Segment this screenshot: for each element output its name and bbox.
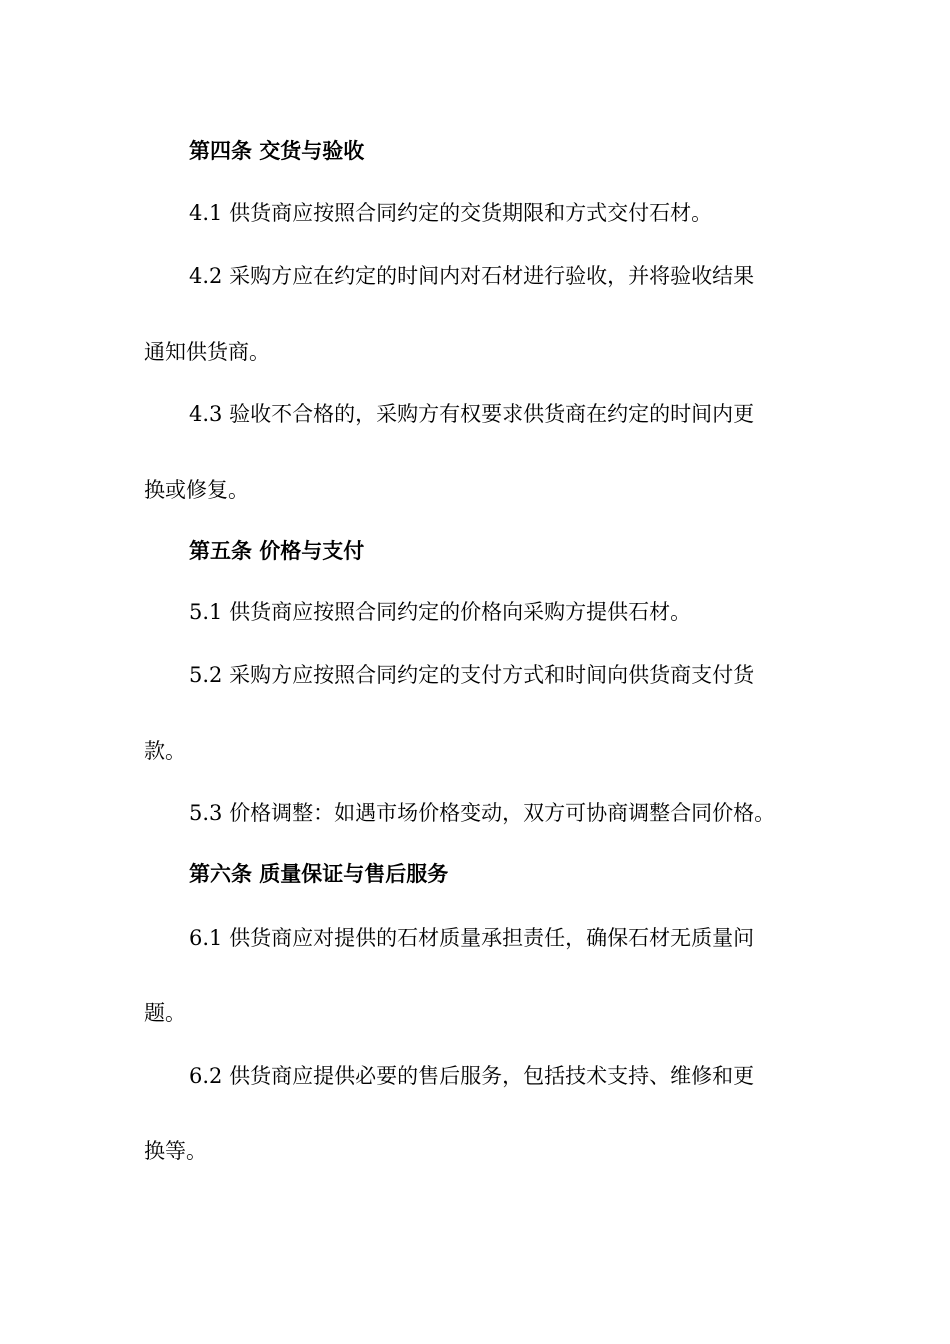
clause-line: 4.3 验收不合格的，采购方有权要求供货商在约定的时间内更: [189, 402, 755, 426]
clause-line-continued: 通知供货商。: [144, 340, 270, 364]
clause-line: 5.2 采购方应按照合同约定的支付方式和时间向供货商支付货: [189, 663, 755, 687]
clause-line: 5.1 供货商应按照合同约定的价格向采购方提供石材。: [189, 600, 692, 624]
clause-line-continued: 款。: [144, 739, 186, 763]
section-heading-6: 第六条 质量保证与售后服务: [189, 862, 449, 886]
section-heading-4: 第四条 交货与验收: [189, 139, 365, 163]
section-heading-5: 第五条 价格与支付: [189, 539, 365, 563]
clause-line-continued: 题。: [144, 1001, 186, 1025]
clause-line: 4.1 供货商应按照合同约定的交货期限和方式交付石材。: [189, 201, 713, 225]
clause-line: 6.2 供货商应提供必要的售后服务，包括技术支持、维修和更: [189, 1064, 755, 1088]
clause-line: 4.2 采购方应在约定的时间内对石材进行验收，并将验收结果: [189, 264, 755, 288]
clause-line: 5.3 价格调整：如遇市场价格变动，双方可协商调整合同价格。: [189, 801, 776, 825]
clause-line-continued: 换或修复。: [144, 478, 249, 502]
clause-line: 6.1 供货商应对提供的石材质量承担责任，确保石材无质量问: [189, 926, 755, 950]
clause-line-continued: 换等。: [144, 1139, 207, 1163]
